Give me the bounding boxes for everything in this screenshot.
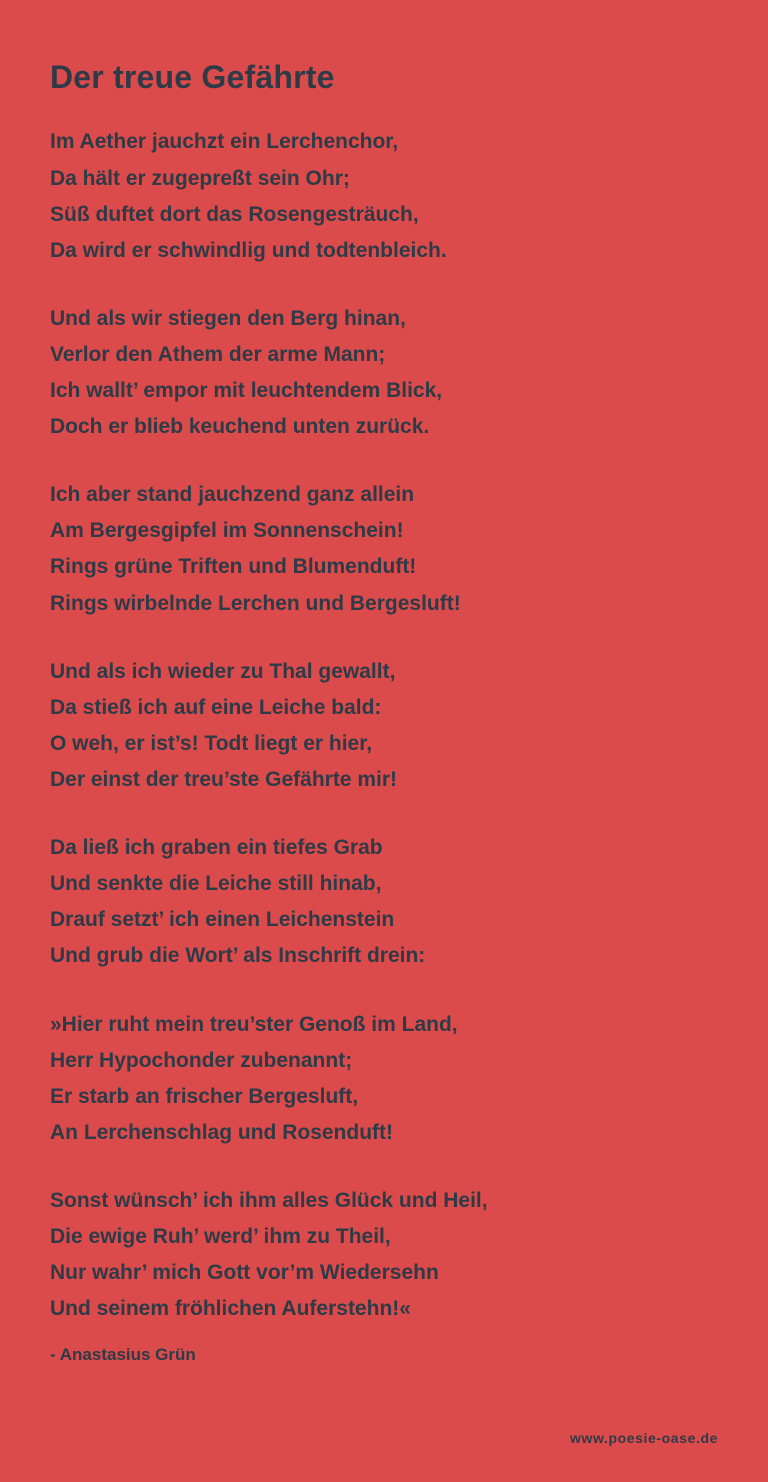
poem-line: Rings grüne Triften und Blumenduft!: [50, 555, 417, 579]
poem-line: Herr Hypochonder zubenannt;: [50, 1048, 353, 1072]
poem-line: Im Aether jauchzt ein Lerchenchor,: [50, 130, 399, 154]
poem-line: Süß duftet dort das Rosengesträuch,: [50, 202, 419, 226]
poem-line: Da hält er zugepreßt sein Ohr;: [50, 166, 350, 190]
poem-line: Er starb an frischer Bergesluft,: [50, 1084, 359, 1108]
stanza: [50, 477, 718, 621]
poem-line: Der einst der treu’ste Gefährte mir!: [50, 768, 397, 792]
poem-line: Doch er blieb keuchend unten zurück.: [50, 415, 430, 439]
poem-line: Und als ich wieder zu Thal gewallt,: [50, 659, 396, 683]
poem-line: Rings wirbelnde Lerchen und Bergesluft!: [50, 591, 461, 615]
poem-line: Nur wahr’ mich Gott vor’m Wiedersehn: [50, 1261, 439, 1285]
stanza: [50, 301, 718, 445]
poem-line: Sonst wünsch’ ich ihm alles Glück und Heil,: [50, 1189, 488, 1213]
poem-line: O weh, er ist’s! Todt liegt er hier,: [50, 731, 373, 755]
poem-line: Ich aber stand jauchzend ganz allein: [50, 483, 415, 507]
stanza: [50, 124, 718, 268]
page-title: Der treue Gefährte: [50, 59, 335, 95]
site-footer: www.poesie-oase.de: [570, 1430, 718, 1446]
stanza: [50, 1183, 718, 1327]
stanza: [50, 654, 718, 798]
poem-line: Und seinem fröhlichen Auferstehn!«: [50, 1297, 411, 1321]
poem-line: Und als wir stiegen den Berg hinan,: [50, 306, 406, 330]
stanza: [50, 830, 718, 974]
poem-line: Verlor den Athem der arme Mann;: [50, 342, 386, 366]
poem-line: »Hier ruht mein treu’ster Genoß im Land,: [50, 1012, 458, 1036]
poem-line: Da ließ ich graben ein tiefes Grab: [50, 836, 383, 860]
poem-line: Und grub die Wort’ als Inschrift drein:: [50, 944, 426, 968]
poem-line: An Lerchenschlag und Rosenduft!: [50, 1120, 394, 1144]
poem-line: Ich wallt’ empor mit leuchtendem Blick,: [50, 379, 443, 403]
poem-line: Die ewige Ruh’ werd’ ihm zu Theil,: [50, 1225, 391, 1249]
poem-line: Da wird er schwindlig und todtenbleich.: [50, 238, 447, 262]
poem-line: Und senkte die Leiche still hinab,: [50, 872, 382, 896]
poem-line: Am Bergesgipfel im Sonnenschein!: [50, 519, 404, 543]
poem-line: Drauf setzt’ ich einen Leichenstein: [50, 908, 395, 932]
poem-line: Da stieß ich auf eine Leiche bald:: [50, 695, 382, 719]
stanza: [50, 1007, 718, 1151]
poem-author: - Anastasius Grün: [50, 1345, 196, 1365]
